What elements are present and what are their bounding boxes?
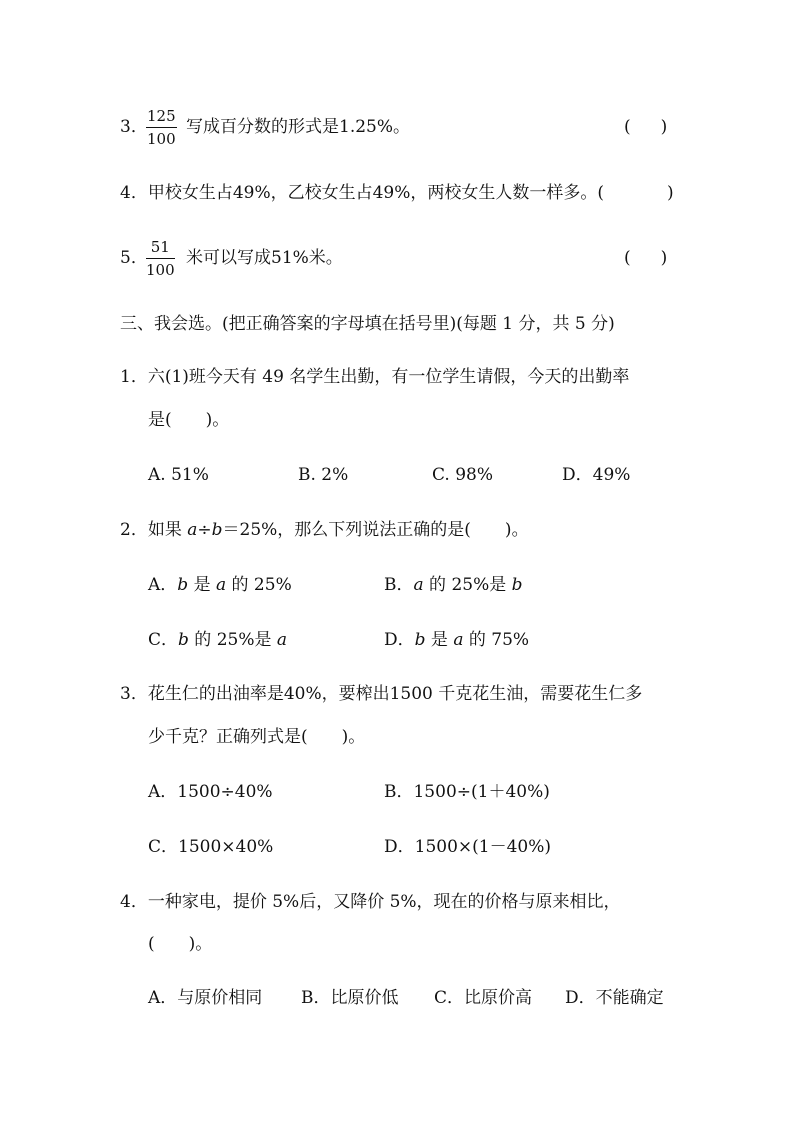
text: 的 75% xyxy=(463,630,530,650)
paren-close: ) xyxy=(660,117,668,137)
variable: b xyxy=(511,575,523,595)
label: B． xyxy=(384,575,414,595)
label: D． xyxy=(384,630,415,650)
variable: a xyxy=(276,630,288,650)
text: 的 25% xyxy=(226,575,292,595)
question-text-continued: 是( )。 xyxy=(148,410,230,430)
paren-close: ) xyxy=(660,248,668,268)
paren-close[interactable]: ) xyxy=(667,183,674,203)
text: ＝25%，那么下列说法正确的是( )。 xyxy=(222,520,529,540)
text: 是 xyxy=(188,575,216,595)
variable: b xyxy=(177,575,189,595)
item-number: 5． xyxy=(120,248,148,268)
fraction-denominator: 100 xyxy=(147,130,176,148)
fraction xyxy=(146,109,177,147)
option-a[interactable]: A．1500÷40% xyxy=(148,782,273,802)
option-a[interactable] xyxy=(148,577,292,594)
answer-parentheses[interactable] xyxy=(624,119,667,136)
answer-parentheses[interactable] xyxy=(624,250,667,267)
paren-open: ( xyxy=(624,117,631,137)
option-c[interactable] xyxy=(148,632,287,649)
option-c[interactable]: C．1500×40% xyxy=(148,837,274,857)
fraction-numerator: 51 xyxy=(150,238,170,256)
text: 的 25%是 xyxy=(423,575,512,595)
label: C． xyxy=(148,630,179,650)
option-b[interactable]: B．1500÷(1＋40%) xyxy=(384,782,550,802)
variable: a xyxy=(453,630,464,650)
option-d[interactable]: D．1500×(1－40%) xyxy=(384,837,552,857)
text: 是 xyxy=(425,630,454,650)
section-heading: 三、我会选。(把正确答案的字母填在括号里)(每题 1 分，共 5 分) xyxy=(120,314,615,334)
variable: a xyxy=(413,575,424,595)
variable: a xyxy=(215,575,227,595)
question-text-continued: 少千克？正确列式是( )。 xyxy=(148,727,366,747)
option-d[interactable]: D．49% xyxy=(562,465,631,485)
text: 2．如果 xyxy=(120,520,188,540)
fraction-numerator: 125 xyxy=(147,107,176,125)
question-text xyxy=(120,522,529,539)
option-b[interactable]: B．比原价低 xyxy=(301,988,399,1008)
item-text: 米可以写成51%米。 xyxy=(186,248,343,268)
fraction xyxy=(146,240,175,278)
variable: b xyxy=(178,630,189,650)
variable-b: b xyxy=(211,520,223,540)
option-d[interactable] xyxy=(384,632,529,649)
question-text: 4．一种家电，提价 5%后，又降价 5%，现在的价格与原来相比， xyxy=(120,892,621,912)
option-c[interactable]: C．比原价高 xyxy=(434,988,533,1008)
option-b[interactable] xyxy=(384,577,523,594)
item-number: 3． xyxy=(120,117,148,137)
option-c[interactable]: C. 98% xyxy=(432,465,493,485)
question-text: 1．六(1)班今天有 49 名学生出勤，有一位学生请假，今天的出勤率 xyxy=(120,367,630,387)
option-a[interactable]: A．与原价相同 xyxy=(148,988,263,1008)
option-d[interactable]: D．不能确定 xyxy=(565,988,664,1008)
variable-a: a xyxy=(187,520,198,540)
fraction-denominator: 100 xyxy=(146,261,175,279)
item-text: 写成百分数的形式是1.25%。 xyxy=(186,117,411,137)
option-a[interactable]: A. 51% xyxy=(148,465,209,485)
label: A． xyxy=(148,575,178,595)
question-text-continued: ( )。 xyxy=(148,934,213,954)
item-text: 4．甲校女生占49%，乙校女生占49%，两校女生人数一样多。( xyxy=(120,183,605,203)
paren-open: ( xyxy=(624,248,631,268)
variable: b xyxy=(414,630,426,650)
text: 的 25%是 xyxy=(188,630,277,650)
divide-sign: ÷ xyxy=(197,520,212,540)
question-text: 3．花生仁的出油率是40%，要榨出1500 千克花生油，需要花生仁多 xyxy=(120,684,643,704)
option-b[interactable]: B. 2% xyxy=(298,465,349,485)
